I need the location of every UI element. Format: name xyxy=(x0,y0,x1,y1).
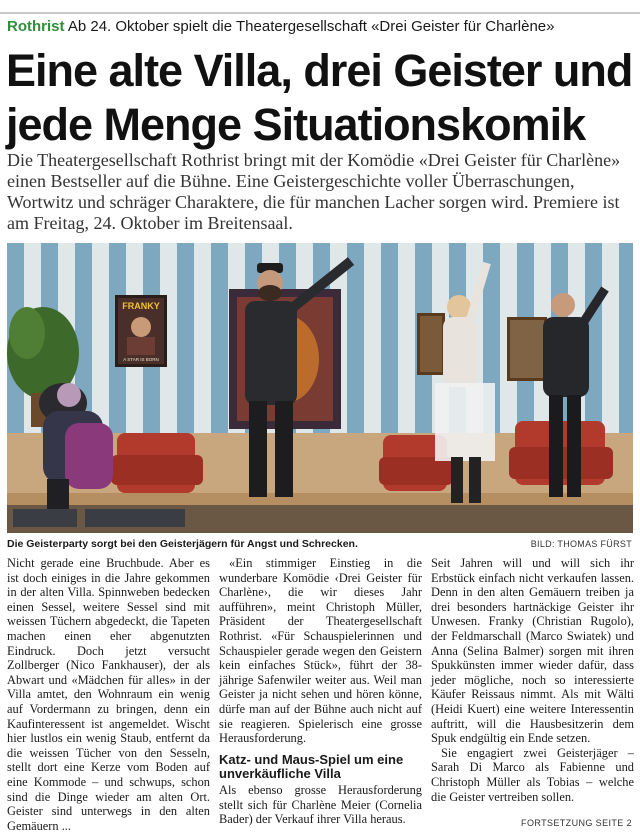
body-column-1 xyxy=(7,556,210,833)
paragraph: Seit Jahren will und will sich ihr Erbstück einfach nicht verkaufen lassen. Denn in den alten Gemäuern treiben ja drei besonders hartnäckige Geister ihr Unwesen. Franky (Christian Rugolo), der Feldmarschall (Marco Swiatek) und Anna (Selina Balmer) sorgen mit ihren Spukkünsten immer wieder dafür, dass jeder mögliche, noch so interessierte Käufer Reissaus nimmt. Als mit Wälti (Heidi Kuert) eine weitere Interessentin auftritt, will die Hausbesitzerin dem Spuk endgültig ein Ende setzen. xyxy=(431,556,634,746)
lead-paragraph: Die Theatergesellschaft Rothrist bringt mit der Komödie «Drei Geister für Charlène» einen Bestseller auf die Bühne. Eine Geistergeschichte voller Überraschungen, Wortwitz und schräger Charaktere, die für manchen Lacher sorgen wird. Premiere ist am Freitag, 24. Oktober im Breitensaal. xyxy=(7,150,621,233)
top-rule xyxy=(0,12,640,14)
continued-note: FORTSETZUNG SEITE 2 xyxy=(521,818,632,828)
photo-credit: BILD: THOMAS FÜRST xyxy=(530,539,632,549)
portrait-right-1 xyxy=(417,313,445,375)
subheading: Katz- und Maus-Spiel um eine unverkäufliche Villa xyxy=(219,751,404,782)
stage-photo xyxy=(7,243,633,533)
wallpaper-stripe xyxy=(381,243,398,433)
poster-subtitle: A STAR IS BORN xyxy=(123,357,159,362)
body-column-2 xyxy=(219,556,422,827)
paragraph: Nicht gerade eine Bruchbude. Aber es ist doch einiges in die Jahre gekommen in der alten Villa. Spinnweben bedecken einen Sessel, weitere Sessel sind mit weissen Tüchern abgedeckt, die Tapeten machen einen eher abgenutzten Eindruck. Doch jetzt versucht Zollberger (Nico Fankhauser), der als Abwart und «Mädchen für alles» in der Villa amtet, den Wohnraum ein wenig auf Vordermann zu bringen, denn ein Kaufinteressent ist angemeldet. Wischt hier lustlos ein wenig Staub, entfernt da die weissen Tücher von den Sesseln, stellt dort eine Kerze vom Boden auf eine Kommode – und schwups, schon sind die Dinge wieder am alten Ort. Geister sind unterwegs in den alten Gemäuern ... xyxy=(7,556,210,833)
stage-equipment xyxy=(13,509,185,527)
kicker-text: Ab 24. Oktober spielt die Theatergesellschaft «Drei Geister für Charlène» xyxy=(67,18,555,35)
paragraph: Sie engagiert zwei Geisterjäger – Sarah Di Marco als Fabienne und Christoph Müller als Tobias – welche die Geister vertreiben sollen. xyxy=(431,745,634,804)
wallpaper-stripe xyxy=(177,243,194,433)
wallpaper-stripe xyxy=(619,243,633,433)
kicker-location: Rothrist xyxy=(7,18,65,35)
franky-poster xyxy=(115,295,167,367)
wallpaper-stripe xyxy=(347,243,364,433)
paragraph: Als ebenso grosse Herausforderung stellt sich für Charlène Meier (Cornelia Bader) der Verkauf ihrer Villa heraus. xyxy=(219,782,422,827)
armchair-left xyxy=(111,433,203,493)
body-column-3 xyxy=(431,556,634,804)
headline: Eine alte Villa, drei Geister und jede Menge Situationskomik xyxy=(6,45,633,150)
kicker-line xyxy=(7,18,555,35)
photo-caption: Die Geisterparty sorgt bei den Geisterjägern für Angst und Schrecken. xyxy=(7,538,358,550)
stage-scene-illustration xyxy=(7,243,633,533)
poster-title: FRANKY xyxy=(122,301,160,311)
portrait-right-2 xyxy=(507,317,547,381)
wallpaper-stripe xyxy=(211,243,228,433)
paragraph: «Ein stimmiger Einstieg in die wunderbare Komödie ‹Drei Geister für Charlène›, die wir dieses Jahr aufführen», meint Christoph Müller, Präsident der Theatergesellschaft Rothrist. «Für Schauspielerinnen und Schauspieler gerade wegen den Geistern kein einfaches Stück», führt der 38-jährige Safenwiler weiter aus. Weil man Geister ja nicht sehen und hören könne, dürfe man auf der Bühne auch nicht auf sie reagieren. Spielerisch eine grosse Herausforderung. xyxy=(219,556,422,746)
